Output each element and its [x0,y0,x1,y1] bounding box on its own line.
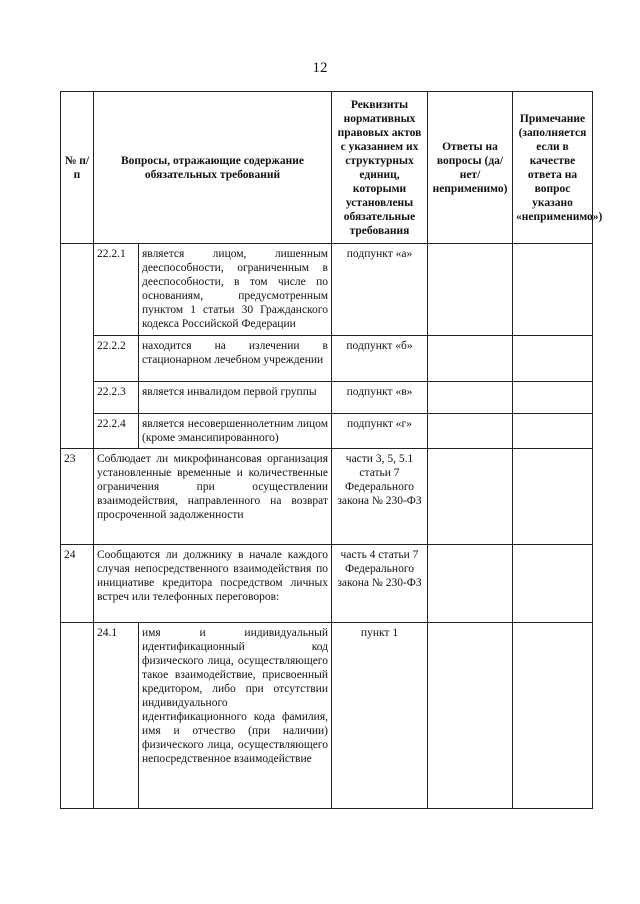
row-note [513,382,593,414]
row-note [513,414,593,449]
row-question: является лицом, лишенным дееспособности, ограниченным в дееспособности, в том числе по основаниям, предусмотренным пунктом 1 статьи 30 Гражданского кодекса Российской Федерации [139,244,332,336]
header-num: № п/п [61,92,94,244]
row-sub-number: 22.2.4 [94,414,139,449]
table-row [61,414,593,449]
table-header-row [61,92,593,244]
row-question: имя и индивидуальный идентификационный код физического лица, осуществляющего такое взаимодействие, присвоенный кредитором, либо при отсутствии индивидуального идентификационного кода фамилия, имя и отчество (при наличии) физического лица, осуществляющего непосредственное взаимодействие [139,623,332,809]
row-question: является несовершеннолетним лицом (кроме эмансипированного) [139,414,332,449]
header-requisites: Реквизиты нормативных правовых актов с указанием их структурных единиц, которыми установлены обязательные требования [332,92,428,244]
row-question: Сообщаются ли должнику в начале каждого случая непосредственного взаимодействия по инициативе кредитора посредством личных встреч или телефонных переговоров: [94,545,332,623]
row-answer [428,414,513,449]
header-note: Примечание (заполняется если в качестве ответа на вопрос указано «неприменимо») [513,92,593,244]
row-requisite: подпункт «г» [332,414,428,449]
row-answer [428,623,513,809]
page-number: 12 [312,60,328,76]
row-answer [428,382,513,414]
row-answer [428,545,513,623]
row-requisite: части 3, 5, 5.1 статьи 7 Федерального закона № 230-ФЗ [332,449,428,545]
header-answers: Ответы на вопросы (да/нет/ неприменимо) [428,92,513,244]
row-sub-number: 24.1 [94,623,139,809]
row-sub-number: 22.2.2 [94,336,139,382]
table-row [61,623,593,809]
row-requisite: пункт 1 [332,623,428,809]
table-row [61,336,593,382]
row-answer [428,449,513,545]
table-row [61,449,593,545]
table-row [61,382,593,414]
row-answer [428,244,513,336]
row-note [513,244,593,336]
table-row [61,244,593,336]
row-sub-number: 22.2.1 [94,244,139,336]
table-row [61,545,593,623]
row-number: 24 [61,545,94,623]
row-sub-number: 22.2.3 [94,382,139,414]
row-note [513,336,593,382]
row-num-cell [61,244,94,449]
row-requisite: подпункт «в» [332,382,428,414]
row-requisite: часть 4 статьи 7 Федерального закона № 230-ФЗ [332,545,428,623]
row-num-cell [61,623,94,809]
row-note [513,545,593,623]
row-requisite: подпункт «а» [332,244,428,336]
row-answer [428,336,513,382]
row-requisite: подпункт «б» [332,336,428,382]
header-questions: Вопросы, отражающие содержание обязательных требований [94,92,332,244]
row-number: 23 [61,449,94,545]
row-question: Соблюдает ли микрофинансовая организация установленные временные и количественные ограничения при осуществлении взаимодействия, направленного на возврат просроченной задолженности [94,449,332,545]
requirements-table [60,91,603,809]
row-note [513,449,593,545]
row-question: является инвалидом первой группы [139,382,332,414]
row-question: находится на излечении в стационарном лечебном учреждении [139,336,332,382]
row-note [513,623,593,809]
